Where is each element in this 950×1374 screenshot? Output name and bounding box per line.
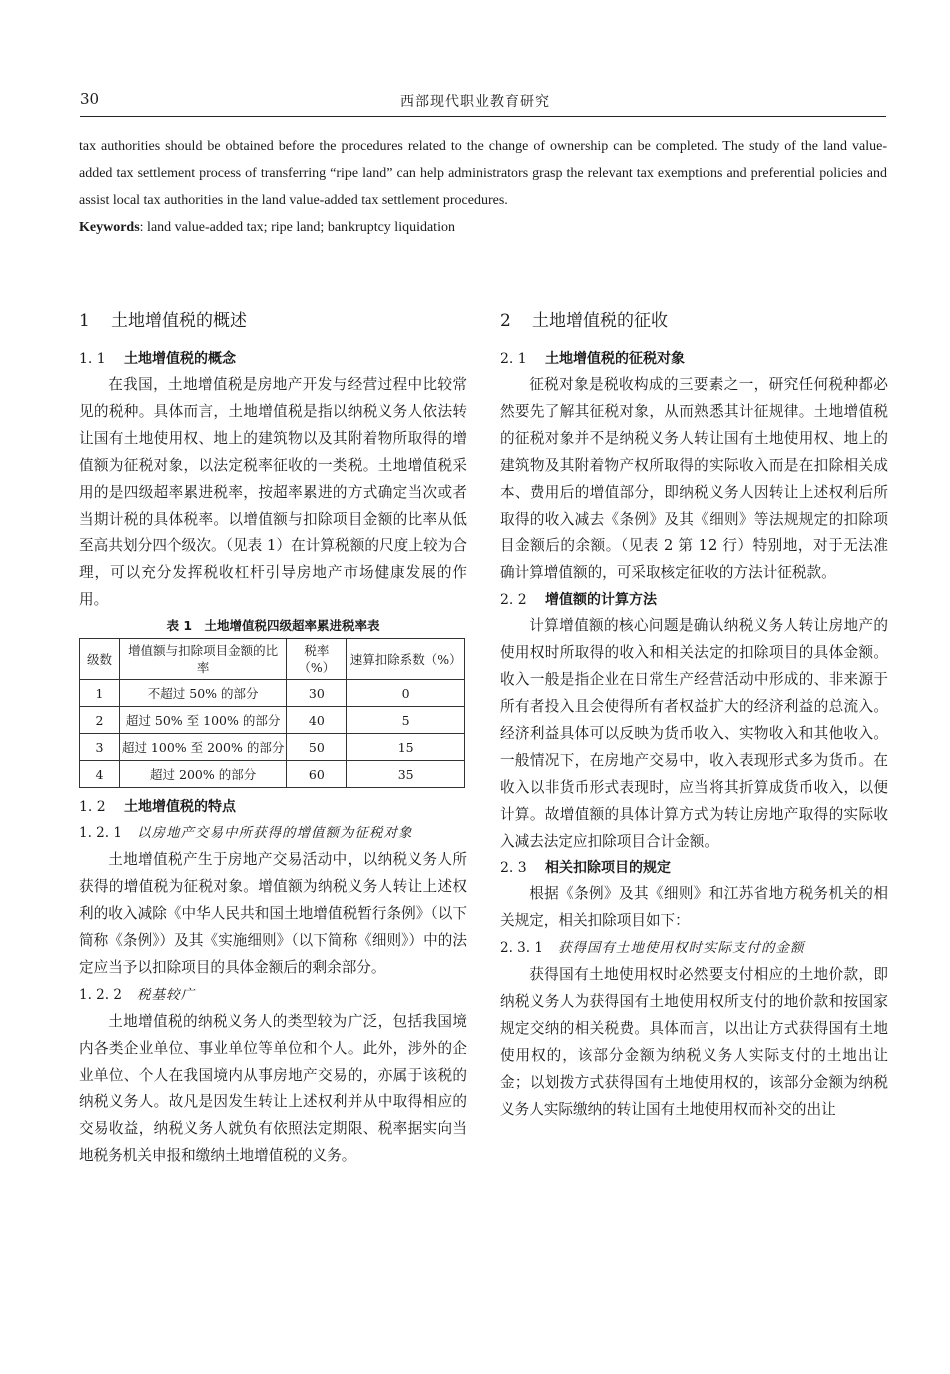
- section-1-2-2-number: 1. 2. 2: [79, 986, 122, 1003]
- table-header-cell: 速算扣除系数（%）: [347, 639, 465, 680]
- table-cell: 3: [80, 734, 120, 761]
- table-1-caption: 表 1 土地增值税四级超率累进税率表: [166, 618, 380, 634]
- table-cell: 15: [347, 734, 465, 761]
- section-1-title: 土地增值税的概述: [111, 311, 247, 331]
- tax-rate-table: [79, 638, 465, 788]
- section-2-3-heading: [500, 855, 888, 881]
- section-1-2-2-title: 税基较广: [137, 986, 195, 1003]
- table-cell: 1: [80, 680, 120, 707]
- table-header-row: [80, 639, 465, 680]
- section-1-1-title: 土地增值税的概念: [124, 351, 236, 367]
- paragraph-2-3: 根据《条例》及其《细则》和江苏省地方税务机关的相关规定，相关扣除项目如下：: [500, 885, 888, 930]
- section-2-2-heading: [500, 587, 888, 613]
- table-cell: 2: [80, 707, 120, 734]
- journal-title: 西部现代职业教育研究: [400, 94, 550, 110]
- table-cell: 35: [347, 761, 465, 788]
- section-2-title: 土地增值税的征收: [532, 311, 668, 331]
- section-2-1-heading: [500, 346, 888, 372]
- section-1-2-number: 1. 2: [79, 799, 106, 816]
- section-2-heading: [500, 308, 888, 334]
- table-header-cell: 税率（%）: [287, 639, 347, 680]
- section-1-2-1-number: 1. 2. 1: [79, 825, 122, 842]
- section-2-3-number: 2. 3: [500, 860, 527, 877]
- section-1-number: 1: [79, 311, 90, 331]
- abstract-text: tax authorities should be obtained before the procedures related to the change of ownership can be completed. The study of the land value-added tax settlement process of transferring “ripe land” can help administrators grasp the relevant tax exemptions and preferential policies and assist local tax authorities in the land value-added tax settlement procedures.: [79, 139, 887, 208]
- table-row: [80, 680, 465, 707]
- paragraph-2-1: 征税对象是税收构成的三要素之一，研究任何税种都必然要先了解其征税对象，从而熟悉其计征规律。土地增值税的征税对象并不是纳税义务人转让国有土地使用权、地上的建筑物及其附着物产权所取得的实际收入而是在扣除相关成本、费用后的增值部分，即纳税义务人因转让上述权利后所取得的收入减去《条例》及其《细则》等法规规定的扣除项目金额后的余额。（见表 2 第 12 行）特别地，对于无法准确计算增值额的，可采取核定征收的方法计征税款。: [500, 376, 888, 582]
- section-1-heading: [79, 308, 467, 334]
- paragraph-1-1: 在我国，土地增值税是房地产开发与经营过程中比较常见的税种。具体而言，土地增值税是指以纳税义务人依法转让国有土地使用权、地上的建筑物以及其附着物所取得的增值额为征税对象，以法定税率征收的一类税。土地增值税采用的是四级超率累进税率，按超率累进的方式确定当次或者当期计税的具体税率。以增值额与扣除项目金额的比率从低至高共划分四个级次。（见表 1）在计算税额的尺度上较为合理，可以充分发挥税收杠杆引导房地产市场健康发展的作用。: [79, 376, 467, 609]
- table-header-cell: 增值额与扣除项目金额的比率: [119, 639, 286, 680]
- section-2-1-number: 2. 1: [500, 351, 527, 367]
- section-2-3-1-number: 2. 3. 1: [500, 940, 543, 957]
- table-cell: 5: [347, 707, 465, 734]
- section-2-3-1-heading: [500, 935, 888, 962]
- table-cell: 超过 100% 至 200% 的部分: [119, 734, 286, 761]
- left-column: [79, 308, 467, 1170]
- table-row: [80, 707, 465, 734]
- paragraph-1-2-1: 土地增值税产生于房地产交易活动中，以纳税义务人所获得的增值税为征税对象。增值额为纳税义务人转让上述权利的收入减除《中华人民共和国土地增值税暂行条例》（以下简称《条例》）及其《实施细则》（以下简称《细则》）中的法定应当予以扣除项目的具体金额后的剩余部分。: [79, 851, 467, 976]
- keywords-label: Keywords: [79, 220, 140, 235]
- table-cell: 超过 200% 的部分: [119, 761, 286, 788]
- table-header-cell: 级数: [80, 639, 120, 680]
- table-cell: 30: [287, 680, 347, 707]
- section-2-2-title: 增值额的计算方法: [545, 592, 657, 609]
- paragraph-2-2: 计算增值额的核心问题是确认纳税义务人转让房地产的使用权时所取得的收入和相关法定的扣除项目的具体金额。收入一般是指企业在日常生产经营活动中形成的、非来源于所有者投入且会使得所有者权益扩大的经济利益的总流入。经济利益具体可以反映为货币收入、实物收入和其他收入。一般情况下，在房地产交易中，收入表现形式多为货币。在收入以非货币形式表现时，应当将其折算成货币收入，以便计算。故增值额的具体计算方式为转让房地产取得的实际收入减去法定应扣除项目合计金额。: [500, 617, 888, 850]
- section-1-1-heading: [79, 346, 467, 372]
- table-cell: 不超过 50% 的部分: [119, 680, 286, 707]
- table-cell: 4: [80, 761, 120, 788]
- table-cell: 超过 50% 至 100% 的部分: [119, 707, 286, 734]
- keywords-line: [79, 214, 887, 241]
- section-2-3-title: 相关扣除项目的规定: [545, 860, 671, 877]
- table-row: [80, 761, 465, 788]
- section-1-2-2-heading: [79, 982, 467, 1009]
- page-number: 30: [80, 90, 100, 108]
- section-2-2-number: 2. 2: [500, 592, 527, 609]
- paragraph-1-2-2: 土地增值税的纳税义务人的类型较为广泛，包括我国境内各类企业单位、事业单位等单位和个人。此外，涉外的企业单位、个人在我国境内从事房地产交易的，亦属于该税的纳税义务人。故凡是因发生转让上述权利并从中取得相应的交易收益，纳税义务人就负有依照法定期限、税率据实向当地税务机关申报和缴纳土地增值税的义务。: [79, 1012, 467, 1165]
- abstract: [79, 133, 887, 241]
- table-cell: 0: [347, 680, 465, 707]
- right-column: [500, 308, 888, 1124]
- table-row: [80, 734, 465, 761]
- section-1-2-heading: [79, 794, 467, 820]
- table-cell: 50: [287, 734, 347, 761]
- paragraph-2-3-1: 获得国有土地使用权时必然要支付相应的土地价款，即纳税义务人为获得国有土地使用权所支付的地价款和按国家规定交纳的相关税费。具体而言，以出让方式获得国有土地使用权的，该部分金额为纳税义务人实际支付的土地出让金；以划拨方式获得国有土地使用权的，该部分金额为纳税义务人实际缴纳的转让国有土地使用权而补交的出让: [500, 966, 888, 1118]
- header-rule: [80, 116, 886, 117]
- section-2-number: 2: [500, 311, 511, 331]
- table-cell: 60: [287, 761, 347, 788]
- section-1-1-number: 1. 1: [79, 351, 106, 367]
- section-1-2-1-title: 以房地产交易中所获得的增值额为征税对象: [137, 825, 413, 842]
- section-1-2-title: 土地增值税的特点: [124, 799, 236, 816]
- table-cell: 40: [287, 707, 347, 734]
- keywords-text: : land value-added tax; ripe land; bankruptcy liquidation: [139, 220, 455, 235]
- section-1-2-1-heading: [79, 820, 467, 847]
- section-2-1-title: 土地增值税的征税对象: [545, 351, 685, 367]
- section-2-3-1-title: 获得国有土地使用权时实际支付的金额: [558, 940, 805, 957]
